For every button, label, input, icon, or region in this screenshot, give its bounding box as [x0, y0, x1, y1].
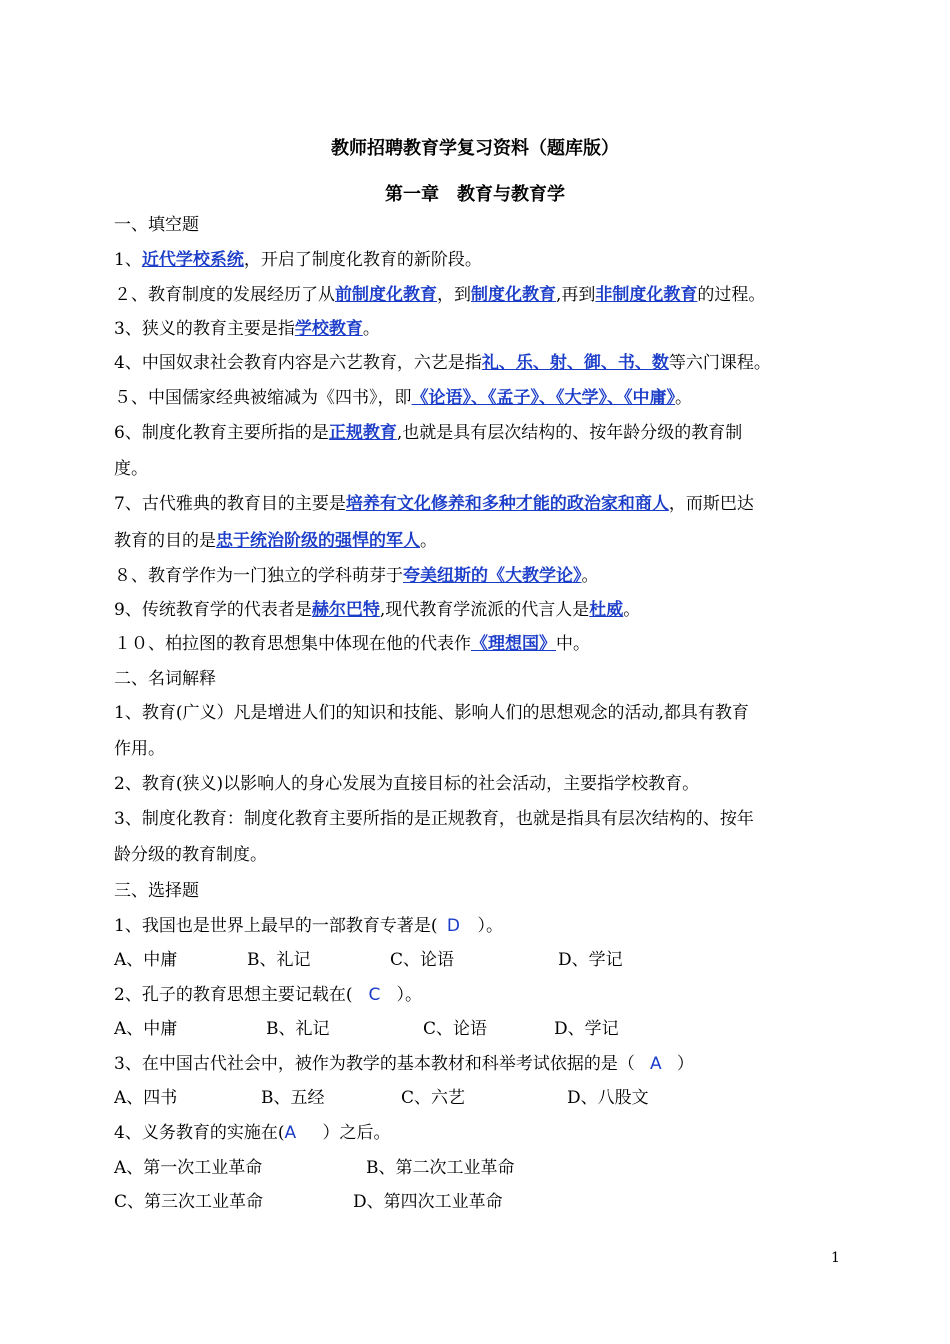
answer: 近代学校系统: [141, 250, 244, 270]
section-heading-terms: 二、名词解释: [114, 669, 216, 689]
term-1: 1、教育(广义）凡是增进人们的知识和技能、影响人们的思想观念的活动,都具有教育: [114, 703, 749, 723]
choice-q1-option-d: D、学记: [558, 950, 623, 970]
choice-q3: 3、在中国古代社会中，被作为教学的基本教材和科举考试依据的是（ A ）: [114, 1054, 694, 1074]
fill-blank-q9: 9、传统教育学的代表者是赫尔巴特,现代教育学流派的代言人是杜威。: [114, 600, 641, 620]
answer: 杜威: [589, 600, 624, 620]
choice-q1-option-a: A、中庸: [114, 950, 178, 970]
choice-q2-option-d: D、学记: [554, 1019, 619, 1039]
fill-blank-q7: 7、古代雅典的教育目的主要是培养有文化修养和多种才能的政治家和商人，而斯巴达: [114, 494, 754, 514]
answer: D: [446, 916, 460, 936]
answer: A: [284, 1123, 297, 1143]
fill-blank-q1: 1、近代学校系统，开启了制度化教育的新阶段。: [114, 250, 482, 270]
fill-blank-q8: ８、教育学作为一门独立的学科萌芽于夸美纽斯的《大教学论》。: [114, 566, 599, 586]
section-heading-choice: 三、选择题: [114, 881, 199, 901]
term-3: 3、制度化教育：制度化教育主要所指的是正规教育，也就是指具有层次结构的、按年: [114, 809, 754, 829]
choice-q4-option-c: C、第三次工业革命: [114, 1192, 264, 1212]
fill-blank-q6: 6、制度化教育主要所指的是正规教育,也就是具有层次结构的、按年龄分级的教育制: [114, 423, 743, 443]
choice-q2-option-a: A、中庸: [114, 1019, 178, 1039]
answer: 正规教育: [328, 423, 397, 443]
answer: 学校教育: [294, 319, 363, 339]
page-number: 1: [831, 1250, 840, 1266]
choice-q3-option-a: A、四书: [114, 1088, 178, 1108]
fill-blank-q6-cont: 度。: [114, 459, 148, 479]
answer: 《理想国》: [471, 634, 556, 654]
fill-blank-q2: ２、教育制度的发展经历了从前制度化教育，到制度化教育,再到非制度化教育的过程。: [114, 285, 766, 305]
answer: 忠于统治阶级的强悍的军人: [216, 531, 420, 551]
choice-q4-option-a: A、第一次工业革命: [114, 1158, 263, 1178]
choice-q2-option-b: B、礼记: [266, 1019, 330, 1039]
choice-q2-option-c: C、论语: [423, 1019, 488, 1039]
term-1-cont: 作用。: [114, 739, 165, 759]
answer: C: [368, 985, 381, 1005]
term-2: 2、教育(狭义)以影响人的身心发展为直接目标的社会活动，主要指学校教育。: [114, 774, 700, 794]
fill-blank-q5: ５、中国儒家经典被缩减为《四书》，即《论语》、《孟子》、《大学》、《中庸》。: [114, 388, 692, 408]
answer: 制度化教育: [471, 285, 556, 305]
fill-blank-q3: 3、狭义的教育主要是指学校教育。: [114, 319, 380, 339]
section-heading-fill-blank: 一、填空题: [114, 215, 199, 235]
answer: 礼、乐、射、御、书、数: [481, 353, 669, 373]
fill-blank-q4: 4、中国奴隶社会教育内容是六艺教育，六艺是指礼、乐、射、御、书、数等六门课程。: [114, 353, 771, 373]
choice-q1: 1、我国也是世界上最早的一部教育专著是( D ）。: [114, 916, 503, 936]
answer: 《论语》、《孟子》、《大学》、《中庸》: [411, 388, 675, 408]
term-3-cont: 龄分级的教育制度。: [114, 845, 267, 865]
choice-q4-option-b: B、第二次工业革命: [366, 1158, 515, 1178]
choice-q4: 4、义务教育的实施在(A ）之后。: [114, 1123, 391, 1143]
document-title: 教师招聘教育学复习资料（题库版）: [331, 138, 619, 159]
choice-q4-option-d: D、第四次工业革命: [353, 1192, 503, 1212]
answer: 夸美纽斯的《大教学论》: [403, 566, 582, 586]
choice-q3-option-d: D、八股文: [567, 1088, 649, 1108]
choice-q3-option-b: B、五经: [261, 1088, 325, 1108]
fill-blank-q10: １０、柏拉图的教育思想集中体现在他的代表作《理想国》中。: [114, 634, 590, 654]
answer: 前制度化教育: [335, 285, 437, 305]
answer: 赫尔巴特: [311, 600, 380, 620]
choice-q3-option-c: C、六艺: [401, 1088, 466, 1108]
choice-q2: 2、孔子的教育思想主要记载在( C ）。: [114, 985, 422, 1005]
choice-q1-option-b: B、礼记: [247, 950, 311, 970]
answer: 培养有文化修养和多种才能的政治家和商人: [345, 494, 669, 514]
chapter-title: 第一章 教育与教育学: [385, 184, 565, 205]
choice-q1-option-c: C、论语: [390, 950, 455, 970]
fill-blank-q7-cont: 教育的目的是忠于统治阶级的强悍的军人。: [114, 531, 437, 551]
answer: A: [650, 1054, 662, 1074]
answer: 非制度化教育: [595, 285, 698, 305]
